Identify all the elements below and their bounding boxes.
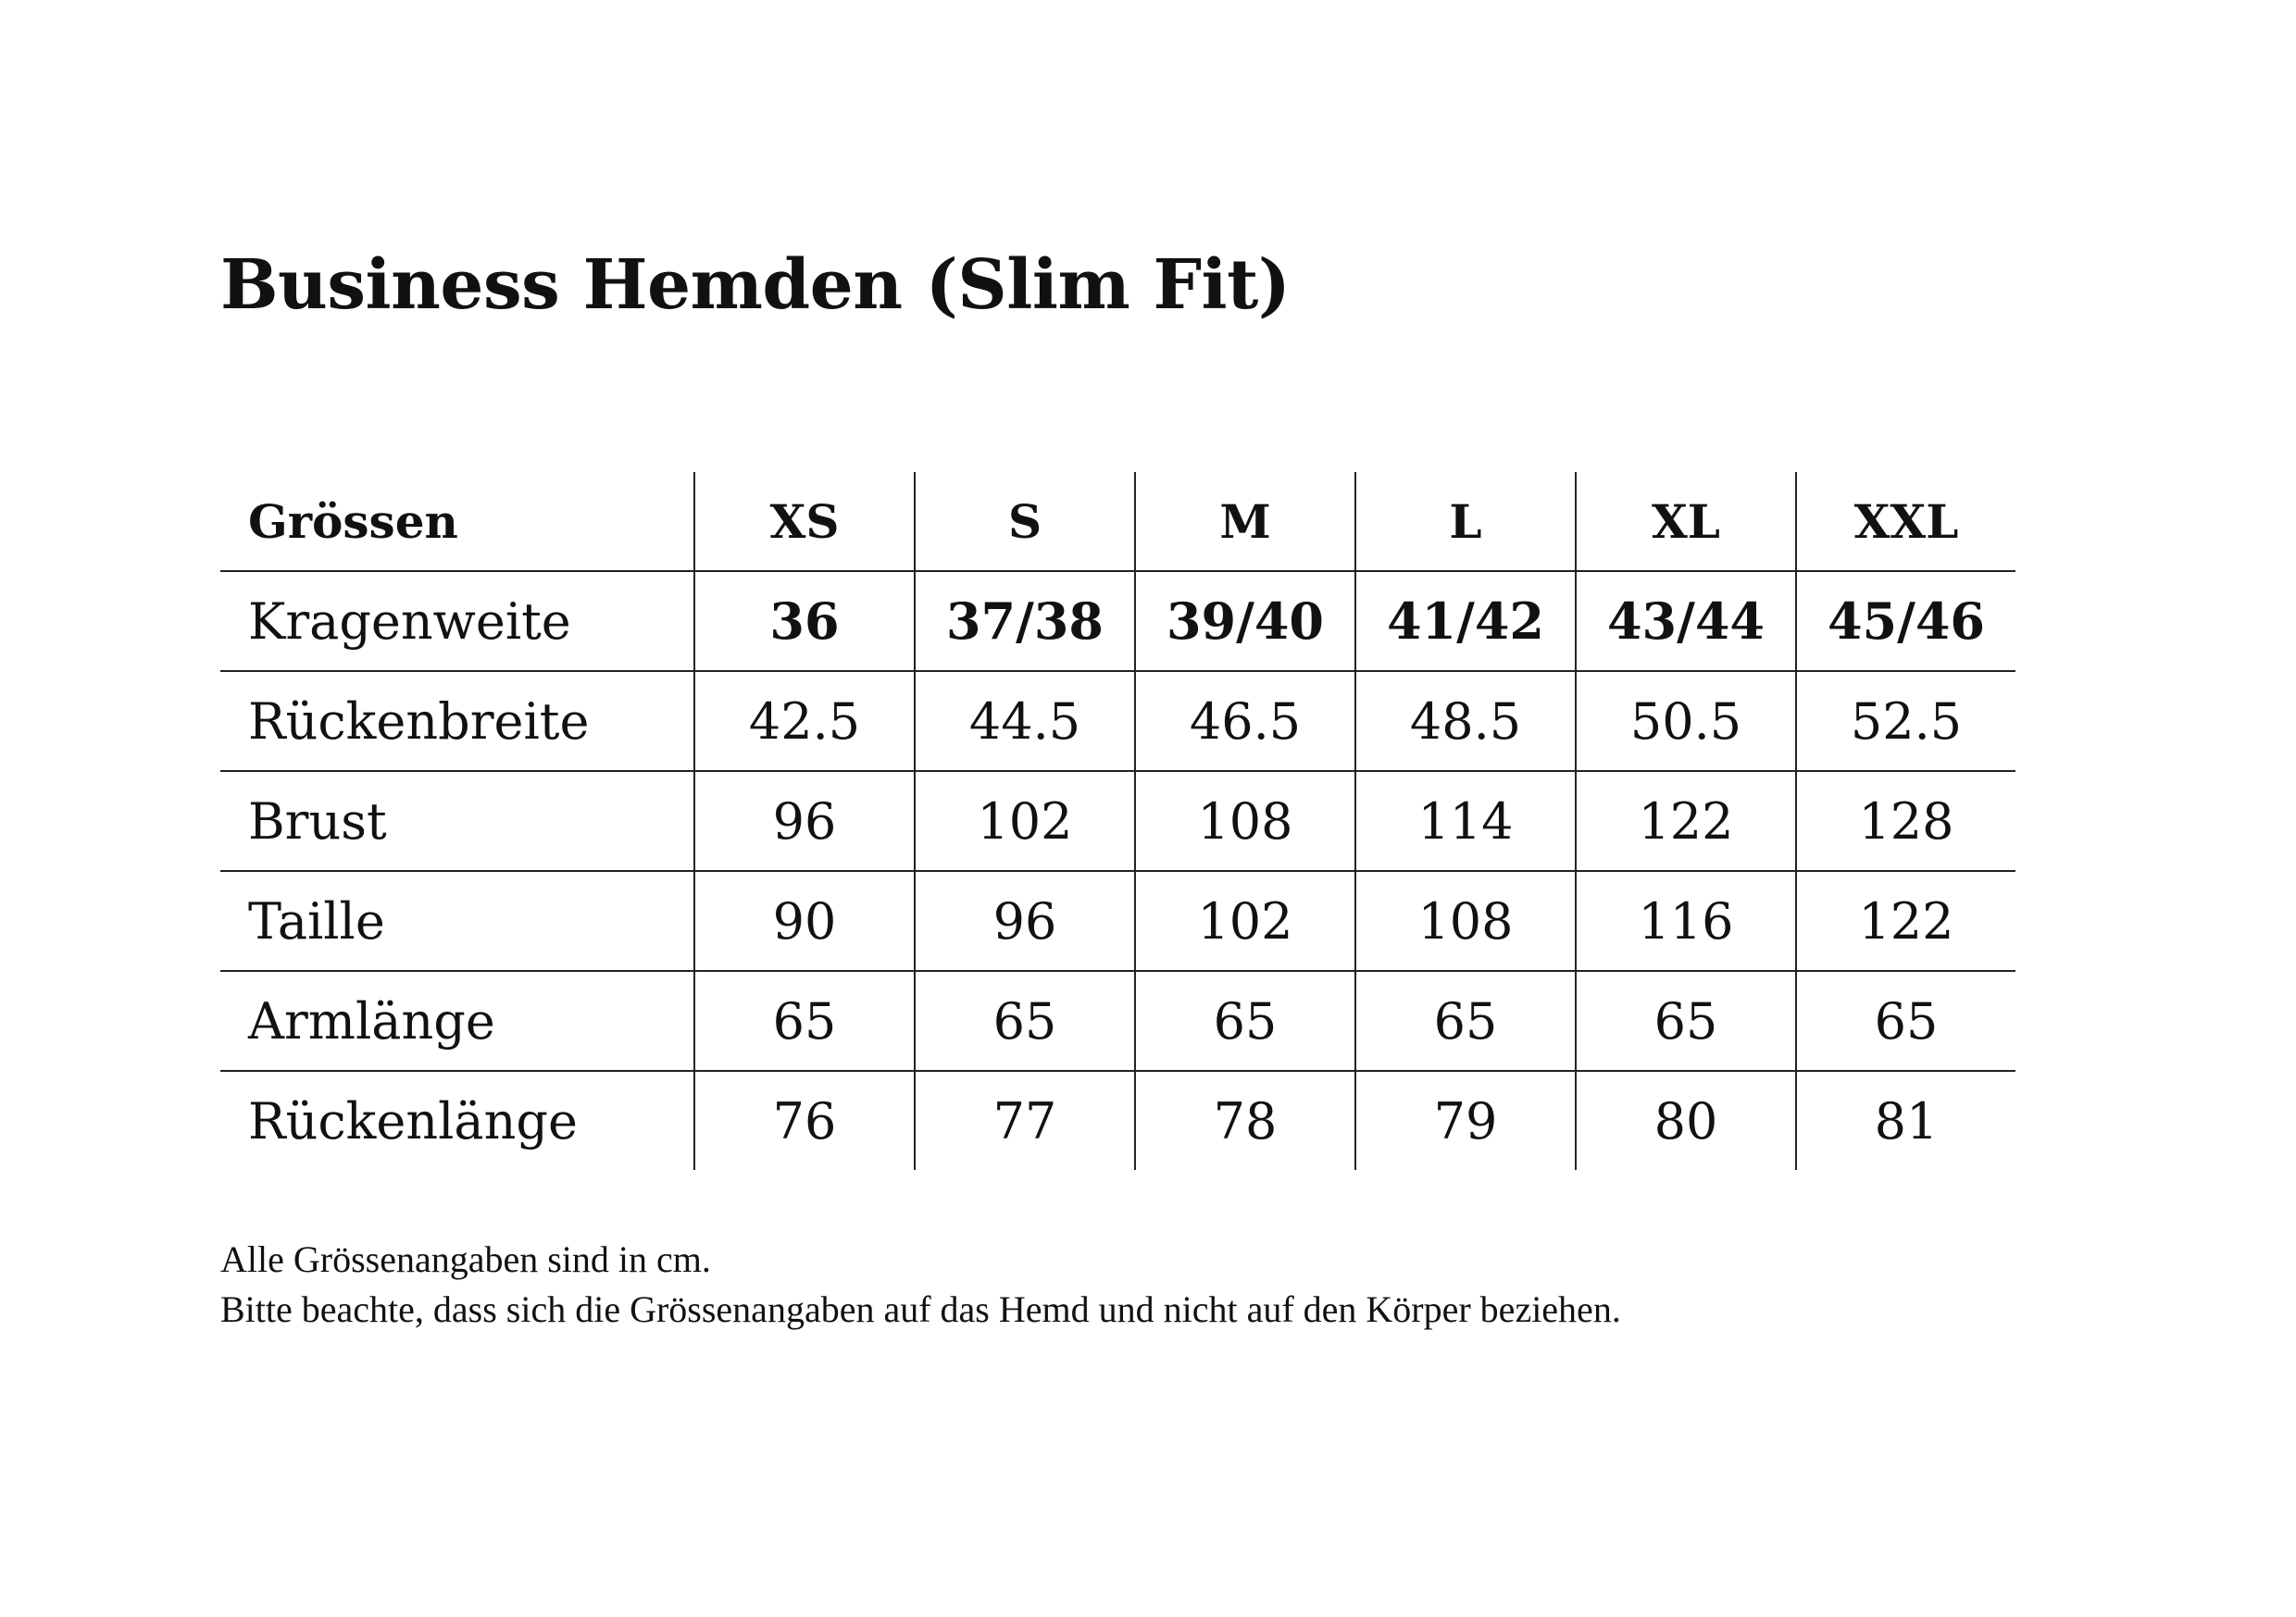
table-cell: 41/42	[1355, 571, 1576, 671]
header-size-xxl: XXL	[1796, 472, 2015, 571]
table-cell: 65	[694, 971, 915, 1071]
footnote-units: Alle Grössenangaben sind in cm.	[220, 1238, 711, 1280]
table-cell: 108	[1135, 771, 1355, 871]
table-cell: 65	[1796, 971, 2015, 1071]
table-header-row	[220, 472, 2015, 571]
table-cell: 102	[915, 771, 1135, 871]
header-size-l: L	[1355, 472, 1576, 571]
size-table	[220, 472, 2015, 1170]
table-row-kragenweite	[220, 571, 2015, 671]
table-cell: 76	[694, 1071, 915, 1170]
table-cell: 44.5	[915, 671, 1135, 771]
table-cell: 37/38	[915, 571, 1135, 671]
row-label: Rückenbreite	[220, 671, 694, 771]
table-cell: 77	[915, 1071, 1135, 1170]
table-cell: 78	[1135, 1071, 1355, 1170]
footnote-garment: Bitte beachte, dass sich die Grössenangaben auf das Hemd und nicht auf den Körper beziehen.	[220, 1288, 1621, 1330]
table-cell: 122	[1796, 871, 2015, 971]
table-cell: 43/44	[1576, 571, 1796, 671]
row-label: Armlänge	[220, 971, 694, 1071]
header-size-s: S	[915, 472, 1135, 571]
page-title: Business Hemden (Slim Fit)	[220, 245, 1291, 325]
table-cell: 122	[1576, 771, 1796, 871]
table-cell: 65	[915, 971, 1135, 1071]
header-size-m: M	[1135, 472, 1355, 571]
table-cell: 65	[1355, 971, 1576, 1071]
table-row-armlaenge	[220, 971, 2015, 1071]
row-label: Taille	[220, 871, 694, 971]
table-cell: 102	[1135, 871, 1355, 971]
row-label: Rückenlänge	[220, 1071, 694, 1170]
table-cell: 79	[1355, 1071, 1576, 1170]
header-size-xl: XL	[1576, 472, 1796, 571]
table-cell: 81	[1874, 1091, 1939, 1151]
table-cell: 90	[694, 871, 915, 971]
table-cell: 80	[1576, 1071, 1796, 1170]
table-cell: 46.5	[1135, 671, 1355, 771]
table-cell: 42.5	[694, 671, 915, 771]
table-cell: 39/40	[1135, 571, 1355, 671]
table-cell: 65	[1576, 971, 1796, 1071]
table-row-rueckenbreite	[220, 671, 2015, 771]
table-cell: 96	[694, 771, 915, 871]
table-cell: 65	[1135, 971, 1355, 1071]
header-label-cell: Grössen	[220, 472, 694, 571]
table-cell: 45/46	[1796, 571, 2015, 671]
table-cell: 50.5	[1576, 671, 1796, 771]
row-label: Brust	[220, 771, 694, 871]
table-cell: 52.5	[1796, 671, 2015, 771]
table-cell: 36	[694, 571, 915, 671]
table-row-brust	[220, 771, 2015, 871]
table-cell: 96	[915, 871, 1135, 971]
row-label: Kragenweite	[220, 571, 694, 671]
table-cell: 114	[1355, 771, 1576, 871]
table-row-rueckenlaenge	[220, 1071, 2015, 1170]
table-cell: 128	[1796, 771, 2015, 871]
header-size-xs: XS	[694, 472, 915, 571]
table-cell: 108	[1355, 871, 1576, 971]
footnotes	[220, 1235, 1621, 1335]
table-row-taille	[220, 871, 2015, 971]
table-cell: 48.5	[1355, 671, 1576, 771]
table-cell: 116	[1576, 871, 1796, 971]
